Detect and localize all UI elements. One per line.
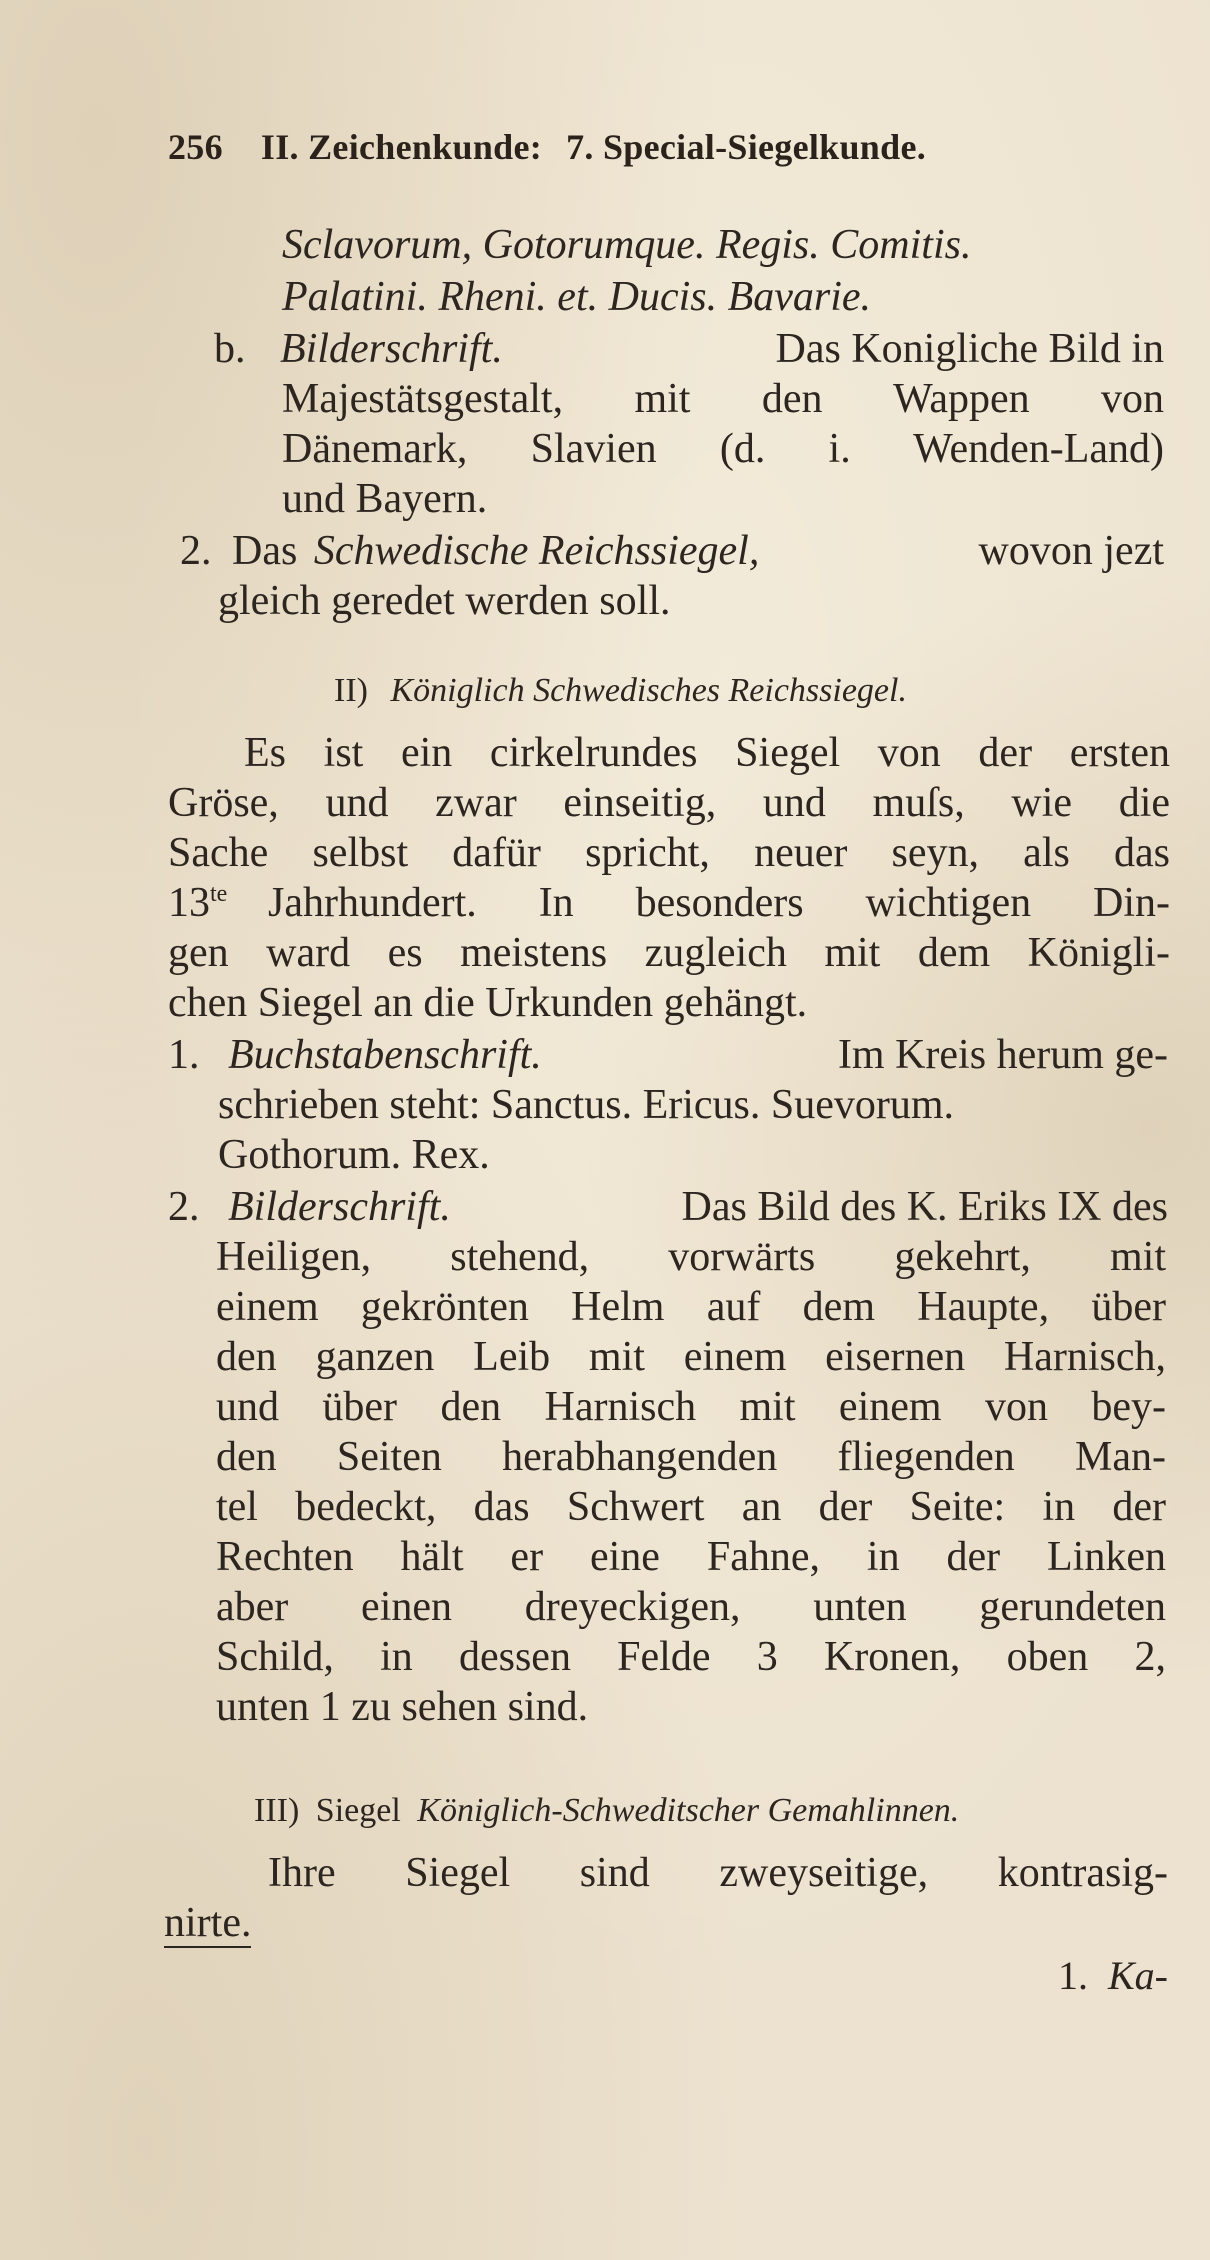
item-b-title: Bilderschrift. bbox=[280, 326, 503, 372]
section-iii-title: Königlich-Schweditscher Gemahlinnen. bbox=[417, 1792, 960, 1829]
item-2b-line-11: unten 1 zu sehen sind. bbox=[216, 1684, 589, 1730]
running-header bbox=[168, 126, 1098, 168]
item-1-title: Buchstabenschrift. bbox=[228, 1032, 542, 1078]
item-1-line-3: Gothorum. Rex. bbox=[218, 1132, 490, 1178]
item-2b-line-3: einem gekrönten Helm auf dem Haupte, über bbox=[216, 1284, 1166, 1330]
item-2b-line-10: Schild, in dessen Felde 3 Kronen, oben 2, bbox=[216, 1634, 1166, 1680]
item-2b-line-1 bbox=[168, 1186, 1168, 1228]
section-iii-heading bbox=[254, 1792, 959, 1830]
item-b-text: Das Konigliche Bild in bbox=[775, 326, 1164, 372]
item-2b-rest: Das Bild des K. Eriks IX des bbox=[681, 1184, 1168, 1230]
section-iii-numeral: III) bbox=[254, 1792, 300, 1829]
para-ii-line-6: chen Siegel an die Urkunden gehängt. bbox=[168, 980, 808, 1026]
inscription-line-1: Sclavorum, Gotorumque. Regis. Comitis. bbox=[282, 222, 972, 268]
item-1-marker: 1. bbox=[168, 1032, 200, 1078]
para-ii-line-4 bbox=[168, 882, 1170, 924]
inscription-line-2: Palatini. Rheni. et. Ducis. Bavarie. bbox=[282, 274, 872, 320]
item-2b-line-2: Heiligen, stehend, vorwärts gekehrt, mit bbox=[216, 1234, 1166, 1280]
century-rest: Jahrhundert. In besonders wichtigen Din- bbox=[268, 880, 1170, 926]
section-ii-numeral: II) bbox=[334, 672, 368, 709]
catchword-num: 1. bbox=[1058, 1953, 1088, 1998]
century-number: 13 bbox=[168, 880, 210, 926]
section-iii-line-2 bbox=[164, 1902, 251, 1944]
section-iii-line-2-text: nirte. bbox=[164, 1900, 252, 1946]
item-2b-line-4: den ganzen Leib mit einem eisernen Harnisch, bbox=[216, 1334, 1166, 1380]
item-1-rest: Im Kreis herum ge- bbox=[837, 1032, 1168, 1078]
item-2a-text-before: Das bbox=[232, 528, 298, 574]
item-2a-line-1 bbox=[180, 530, 1164, 572]
catchword-word: Ka- bbox=[1108, 1953, 1168, 1998]
item-1-line-2: schrieben steht: Sanctus. Ericus. Suevorum. bbox=[218, 1082, 955, 1128]
item-2b-marker: 2. bbox=[168, 1184, 200, 1230]
item-1-line-1 bbox=[168, 1034, 1168, 1076]
item-2a-line-2: gleich geredet werden soll. bbox=[218, 578, 671, 624]
item-2a-italic: Schwedische Reichssiegel, bbox=[313, 528, 760, 574]
section-title: 7. Special-Siegelkunde. bbox=[566, 127, 927, 167]
para-ii-line-2: Gröse, und zwar einseitig, und muſs, wie die bbox=[168, 780, 1170, 826]
item-2a-text-after: wovon jezt bbox=[978, 528, 1164, 574]
item-2b-line-5: und über den Harnisch mit einem von bey- bbox=[216, 1384, 1166, 1430]
para-ii-line-5: gen ward es meistens zugleich mit dem Königli- bbox=[168, 930, 1170, 976]
item-2b-title: Bilderschrift. bbox=[228, 1184, 451, 1230]
item-2a-marker: 2. bbox=[180, 528, 212, 574]
item-b-line-4: und Bayern. bbox=[282, 476, 488, 522]
para-ii-line-3: Sache selbst dafür spricht, neuer seyn, als das bbox=[168, 830, 1170, 876]
item-2b-line-8: Rechten hält er eine Fahne, in der Linken bbox=[216, 1534, 1166, 1580]
item-2b-line-6: den Seiten herabhangenden fliegenden Man- bbox=[216, 1434, 1166, 1480]
item-b-line-1 bbox=[214, 328, 1164, 370]
section-ii-heading bbox=[334, 672, 907, 710]
page-number: 256 bbox=[168, 127, 223, 167]
item-2b-line-7: tel bedeckt, das Schwert an der Seite: in der bbox=[216, 1484, 1166, 1530]
catchword bbox=[1058, 1952, 1168, 1999]
item-b-line-2: Majestätsgestalt, mit den Wappen von bbox=[282, 376, 1164, 422]
item-2b-line-9: aber einen dreyeckigen, unten gerundeten bbox=[216, 1584, 1166, 1630]
item-b-marker: b. bbox=[214, 326, 246, 372]
para-ii-line-1: Es ist ein cirkelrundes Siegel von der ersten bbox=[244, 730, 1170, 776]
section-ii-title: Königlich Schwedisches Reichssiegel. bbox=[390, 672, 907, 709]
section-iii-word: Siegel bbox=[315, 1792, 401, 1829]
century-superscript: te bbox=[210, 881, 228, 907]
item-b-line-3: Dänemark, Slavien (d. i. Wenden-Land) bbox=[282, 426, 1164, 472]
section-iii-line-1: Ihre Siegel sind zweyseitige, kontrasig- bbox=[268, 1850, 1168, 1896]
chapter-title: II. Zeichenkunde: bbox=[260, 127, 543, 167]
